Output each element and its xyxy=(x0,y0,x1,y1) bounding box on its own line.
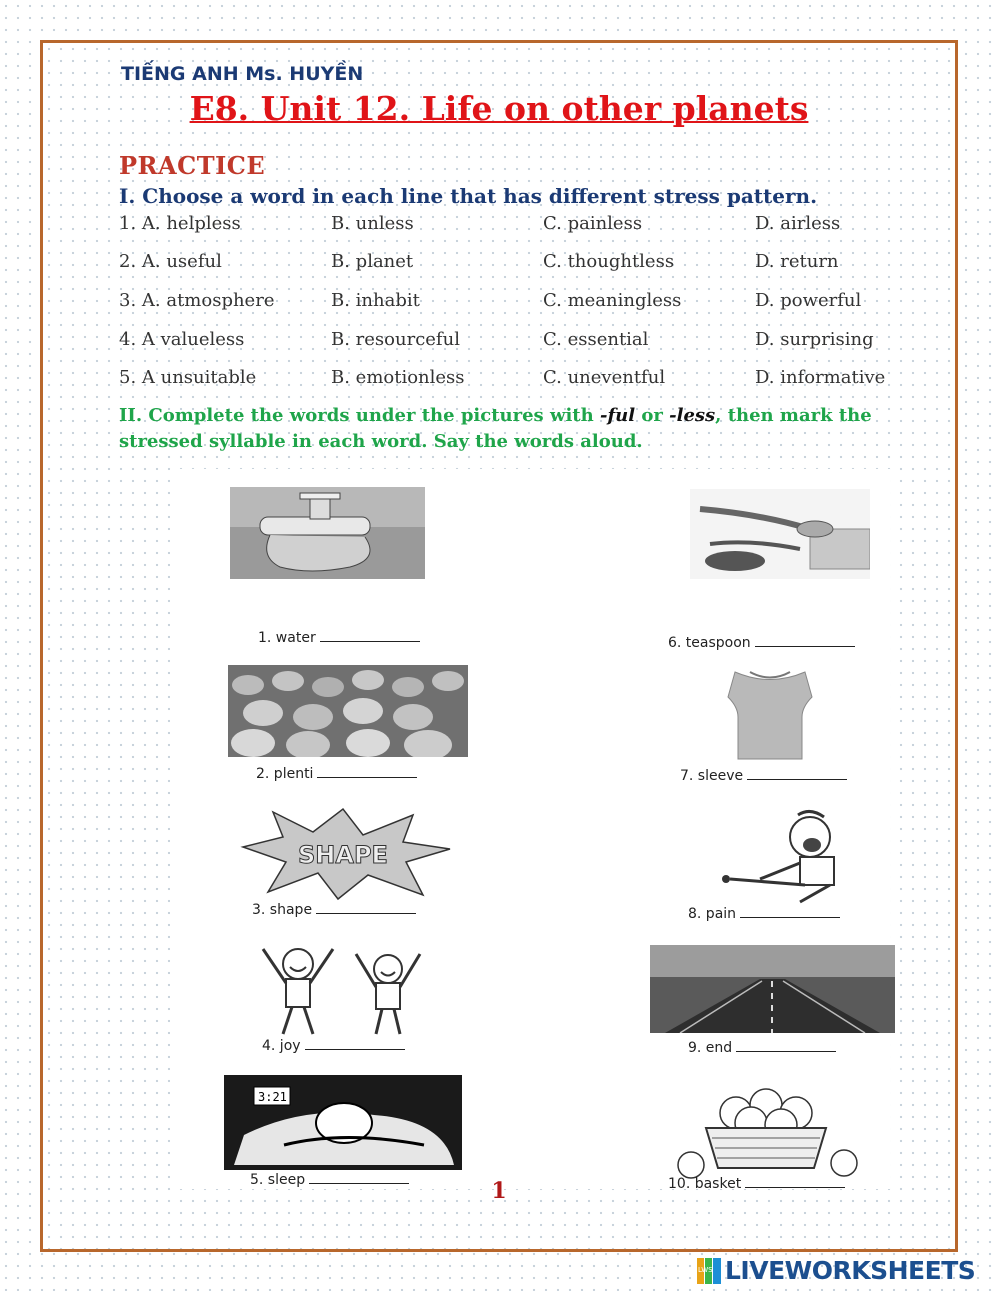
option-b[interactable]: B. resourceful xyxy=(331,329,460,350)
item-word: 8. pain xyxy=(688,906,737,922)
item-word: 2. plenti xyxy=(256,766,314,782)
item-label-pain xyxy=(688,905,840,922)
option-c[interactable]: C. meaningless xyxy=(543,290,682,311)
option-b[interactable]: B. planet xyxy=(331,251,414,272)
exercise2-instruction xyxy=(119,403,949,455)
worksheet-frame xyxy=(40,40,958,1252)
item-label-plenti xyxy=(256,765,417,782)
instruction-text: or xyxy=(635,405,670,426)
option-d[interactable]: D. airless xyxy=(755,213,841,234)
question-row xyxy=(119,213,969,241)
clock-text: 3:21 xyxy=(258,1090,287,1104)
logo-text: LIVEWORKSHEETS xyxy=(725,1256,976,1285)
item-label-water xyxy=(258,629,420,646)
item-word: 3. shape xyxy=(252,902,313,918)
option-b[interactable]: B. inhabit xyxy=(331,290,420,311)
tap-picture xyxy=(230,487,425,579)
instruction-text: , then mark the stressed syllable in each word. Say the words aloud. xyxy=(119,405,872,452)
suffix-ful: -ful xyxy=(599,405,636,426)
teaspoon-picture xyxy=(690,489,870,579)
item-word: 10. basket xyxy=(668,1176,742,1192)
shape-picture xyxy=(238,807,453,902)
page-title: E8. Unit 12. Life on other planets xyxy=(189,89,809,128)
question-row xyxy=(119,367,969,395)
answer-blank[interactable] xyxy=(747,767,847,780)
item-word: 7. sleeve xyxy=(680,768,744,784)
sleepless-picture xyxy=(224,1075,462,1170)
item-word: 5. sleep xyxy=(250,1172,306,1188)
shirt-picture xyxy=(710,667,830,763)
item-label-sleeve xyxy=(680,767,847,784)
option-d[interactable]: D. informative xyxy=(755,367,886,388)
option-c[interactable]: C. essential xyxy=(543,329,649,350)
option-c[interactable]: C. thoughtless xyxy=(543,251,675,272)
road-picture xyxy=(650,945,895,1033)
answer-blank[interactable] xyxy=(305,1037,405,1050)
item-word: 4. joy xyxy=(262,1038,301,1054)
question-row xyxy=(119,290,969,318)
option-a[interactable]: 4. A valueless xyxy=(119,329,245,350)
exercise1-instruction: I. Choose a word in each line that has different stress pattern. xyxy=(119,184,818,208)
option-c[interactable]: C. uneventful xyxy=(543,367,666,388)
shape-art-text: SHAPE xyxy=(298,841,388,869)
question-row xyxy=(119,329,969,357)
answer-blank[interactable] xyxy=(317,765,417,778)
basket-picture xyxy=(666,1083,866,1183)
option-a[interactable]: 2. A. useful xyxy=(119,251,222,272)
section-label: PRACTICE xyxy=(119,151,266,180)
instruction-text: II. Complete the words under the pictures with xyxy=(119,405,600,426)
logo-mark-text: LWS xyxy=(698,1266,713,1274)
hurt-boy-picture xyxy=(690,807,870,907)
item-label-joy xyxy=(262,1037,405,1054)
answer-blank[interactable] xyxy=(320,629,420,642)
item-word: 1. water xyxy=(258,630,316,646)
option-d[interactable]: D. powerful xyxy=(755,290,862,311)
page-number: 1 xyxy=(491,1178,507,1204)
answer-blank[interactable] xyxy=(740,905,840,918)
item-word: 6. teaspoon xyxy=(668,635,751,651)
question-row xyxy=(119,251,969,279)
item-word: 9. end xyxy=(688,1040,733,1056)
kids-picture xyxy=(248,939,448,1039)
option-d[interactable]: D. return xyxy=(755,251,839,272)
answer-blank[interactable] xyxy=(755,634,855,647)
suffix-less: -less xyxy=(669,405,716,426)
pumpkins-picture xyxy=(228,665,468,757)
answer-blank[interactable] xyxy=(316,901,416,914)
option-d[interactable]: D. surprising xyxy=(755,329,874,350)
option-b[interactable]: B. emotionless xyxy=(331,367,465,388)
option-a[interactable]: 5. A unsuitable xyxy=(119,367,257,388)
logo-mark-icon xyxy=(697,1258,721,1284)
author-header: TIẾNG ANH Ms. HUYỀN xyxy=(121,63,364,85)
item-label-shape xyxy=(252,901,416,918)
option-b[interactable]: B. unless xyxy=(331,213,414,234)
answer-blank[interactable] xyxy=(736,1039,836,1052)
item-label-end xyxy=(688,1039,836,1056)
option-a[interactable]: 1. A. helpless xyxy=(119,213,241,234)
option-a[interactable]: 3. A. atmosphere xyxy=(119,290,275,311)
option-c[interactable]: C. painless xyxy=(543,213,643,234)
pictures-panel xyxy=(170,469,890,1192)
item-label-teaspoon xyxy=(668,634,855,651)
